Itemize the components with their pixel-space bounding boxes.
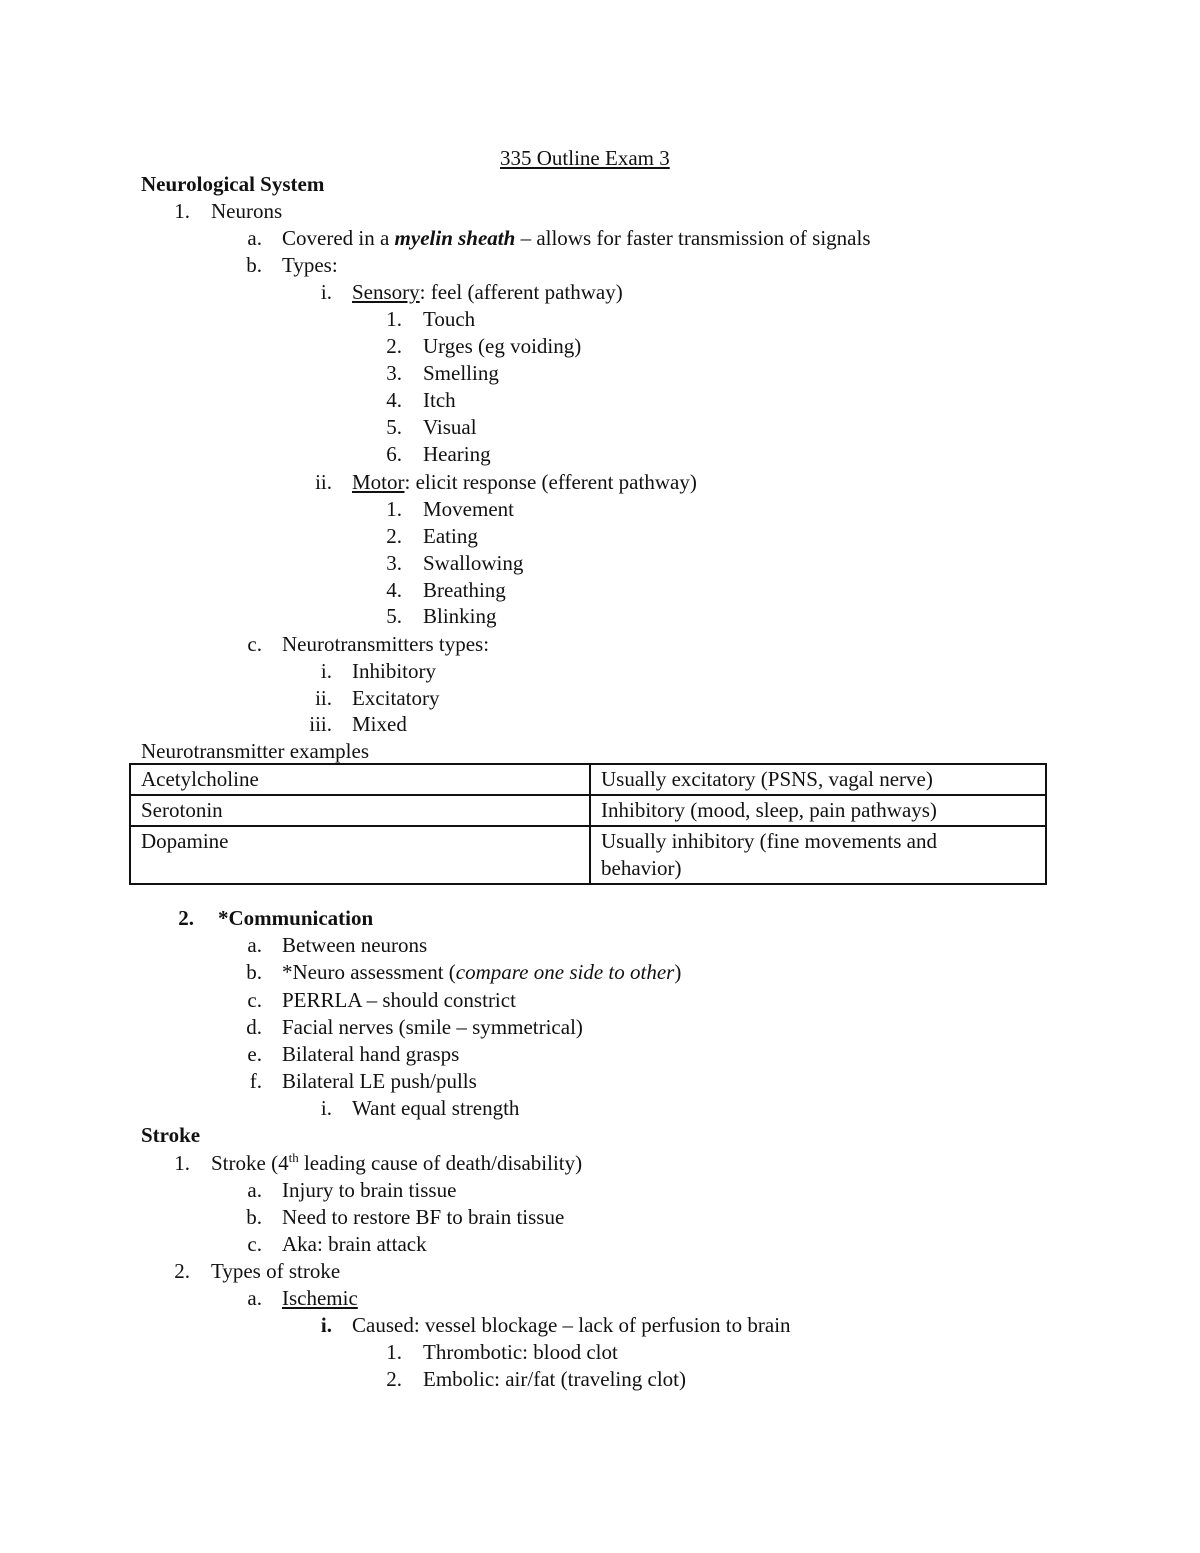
list-number: 4. [386,388,402,412]
neurotransmitter-table [129,763,1047,885]
list-number: 2. [178,906,194,930]
section-heading-neurological: Neurological System [141,172,325,196]
list-letter: a. [247,226,262,250]
list-item: Eating [423,524,478,548]
list-item: Itch [423,388,456,412]
stroke-text-pre: Stroke (4 [211,1151,289,1175]
list-item: Between neurons [282,933,428,957]
myelin-text-pre: Covered in a [282,226,395,250]
list-item: Embolic: air/fat (traveling clot) [423,1367,686,1391]
list-roman: i. [320,1096,332,1120]
list-number: 1. [174,1151,190,1175]
list-item: Want equal strength [352,1096,520,1120]
motor-desc: : elicit response (efferent pathway) [404,470,697,494]
list-item: Need to restore BF to brain tissue [282,1205,565,1229]
list-item: Touch [423,307,476,331]
list-number: 3. [386,361,402,385]
page-title: 335 Outline Exam 3 [500,146,670,170]
table-cell: Inhibitory (mood, sleep, pain pathways) [590,795,1046,826]
list-item-neuro-assessment [282,959,681,985]
list-letter: c. [247,632,262,656]
list-number: 2. [386,524,402,548]
list-item: Breathing [423,578,506,602]
list-number: 1. [386,497,402,521]
table-cell: Acetylcholine [130,764,590,795]
list-item: Smelling [423,361,499,385]
list-item: Inhibitory [352,659,436,683]
list-roman: i. [320,1313,332,1337]
sensory-desc: : feel (afferent pathway) [419,280,623,304]
table-row [130,764,1046,795]
assessment-emphasis: compare one side to other [455,960,675,984]
list-item-types-of-stroke: Types of stroke [211,1259,341,1283]
myelin-sheath-term: myelin sheath [394,226,516,250]
list-number: 2. [386,334,402,358]
list-letter: c. [247,988,262,1012]
table-cell: Usually excitatory (PSNS, vagal nerve) [590,764,1046,795]
list-item: Aka: brain attack [282,1232,427,1256]
list-item-neurons: Neurons [211,199,283,223]
list-number: 1. [174,199,190,223]
list-item-types: Types: [282,253,338,277]
list-item: PERRLA – should constrict [282,988,516,1012]
list-number: 1. [386,1340,402,1364]
list-item: Mixed [352,712,407,736]
list-letter: b. [246,960,262,984]
list-roman: ii. [315,470,332,494]
list-item-motor [352,469,697,495]
list-item-neurotransmitter-types: Neurotransmitters types: [282,632,490,656]
list-roman: ii. [315,686,332,710]
stroke-text-post: leading cause of death/disability) [298,1151,583,1175]
list-letter: a. [247,1178,262,1202]
list-number: 1. [386,307,402,331]
list-item: Hearing [423,442,491,466]
list-number: 2. [174,1259,190,1283]
list-item: Facial nerves (smile – symmetrical) [282,1015,583,1039]
table-caption: Neurotransmitter examples [141,739,370,763]
list-item: Caused: vessel blockage – lack of perfusion to brain [352,1313,791,1337]
list-number: 5. [386,604,402,628]
list-item: Swallowing [423,551,524,575]
list-roman: i. [320,659,332,683]
table-row [130,795,1046,826]
list-letter: d. [246,1015,262,1039]
list-item: Blinking [423,604,497,628]
list-number: 4. [386,578,402,602]
sensory-term: Sensory [352,280,420,304]
list-letter: c. [247,1232,262,1256]
list-item: Bilateral LE push/pulls [282,1069,477,1093]
list-item: Injury to brain tissue [282,1178,457,1202]
motor-term: Motor [352,470,405,494]
list-roman: iii. [309,712,332,736]
list-number: 3. [386,551,402,575]
list-item-sensory [352,279,623,305]
list-number: 2. [386,1367,402,1391]
stroke-superscript: th [288,1150,299,1165]
list-letter: e. [247,1042,262,1066]
list-number: 5. [386,415,402,439]
list-letter: b. [246,1205,262,1229]
list-item: Visual [423,415,477,439]
list-letter: a. [247,933,262,957]
myelin-text-post: – allows for faster transmission of signals [515,226,871,250]
list-item-stroke [211,1150,582,1176]
table-cell: Usually inhibitory (fine movements and behavior) [590,826,1046,884]
list-item-communication: *Communication [218,906,374,930]
list-letter: b. [246,253,262,277]
section-heading-stroke: Stroke [141,1123,201,1147]
table-row [130,826,1046,884]
list-item: Excitatory [352,686,440,710]
list-item: Bilateral hand grasps [282,1042,460,1066]
table-cell: Serotonin [130,795,590,826]
list-item: Movement [423,497,514,521]
list-item: Thrombotic: blood clot [423,1340,618,1364]
list-item: Urges (eg voiding) [423,334,582,358]
assessment-text-post: ) [674,960,682,984]
list-item-ischemic: Ischemic [282,1286,358,1310]
list-item-myelin [282,225,871,251]
table-cell: Dopamine [130,826,590,884]
assessment-text-pre: *Neuro assessment ( [282,960,456,984]
list-number: 6. [386,442,402,466]
list-letter: f. [249,1069,262,1093]
list-letter: a. [247,1286,262,1310]
list-roman: i. [320,280,332,304]
